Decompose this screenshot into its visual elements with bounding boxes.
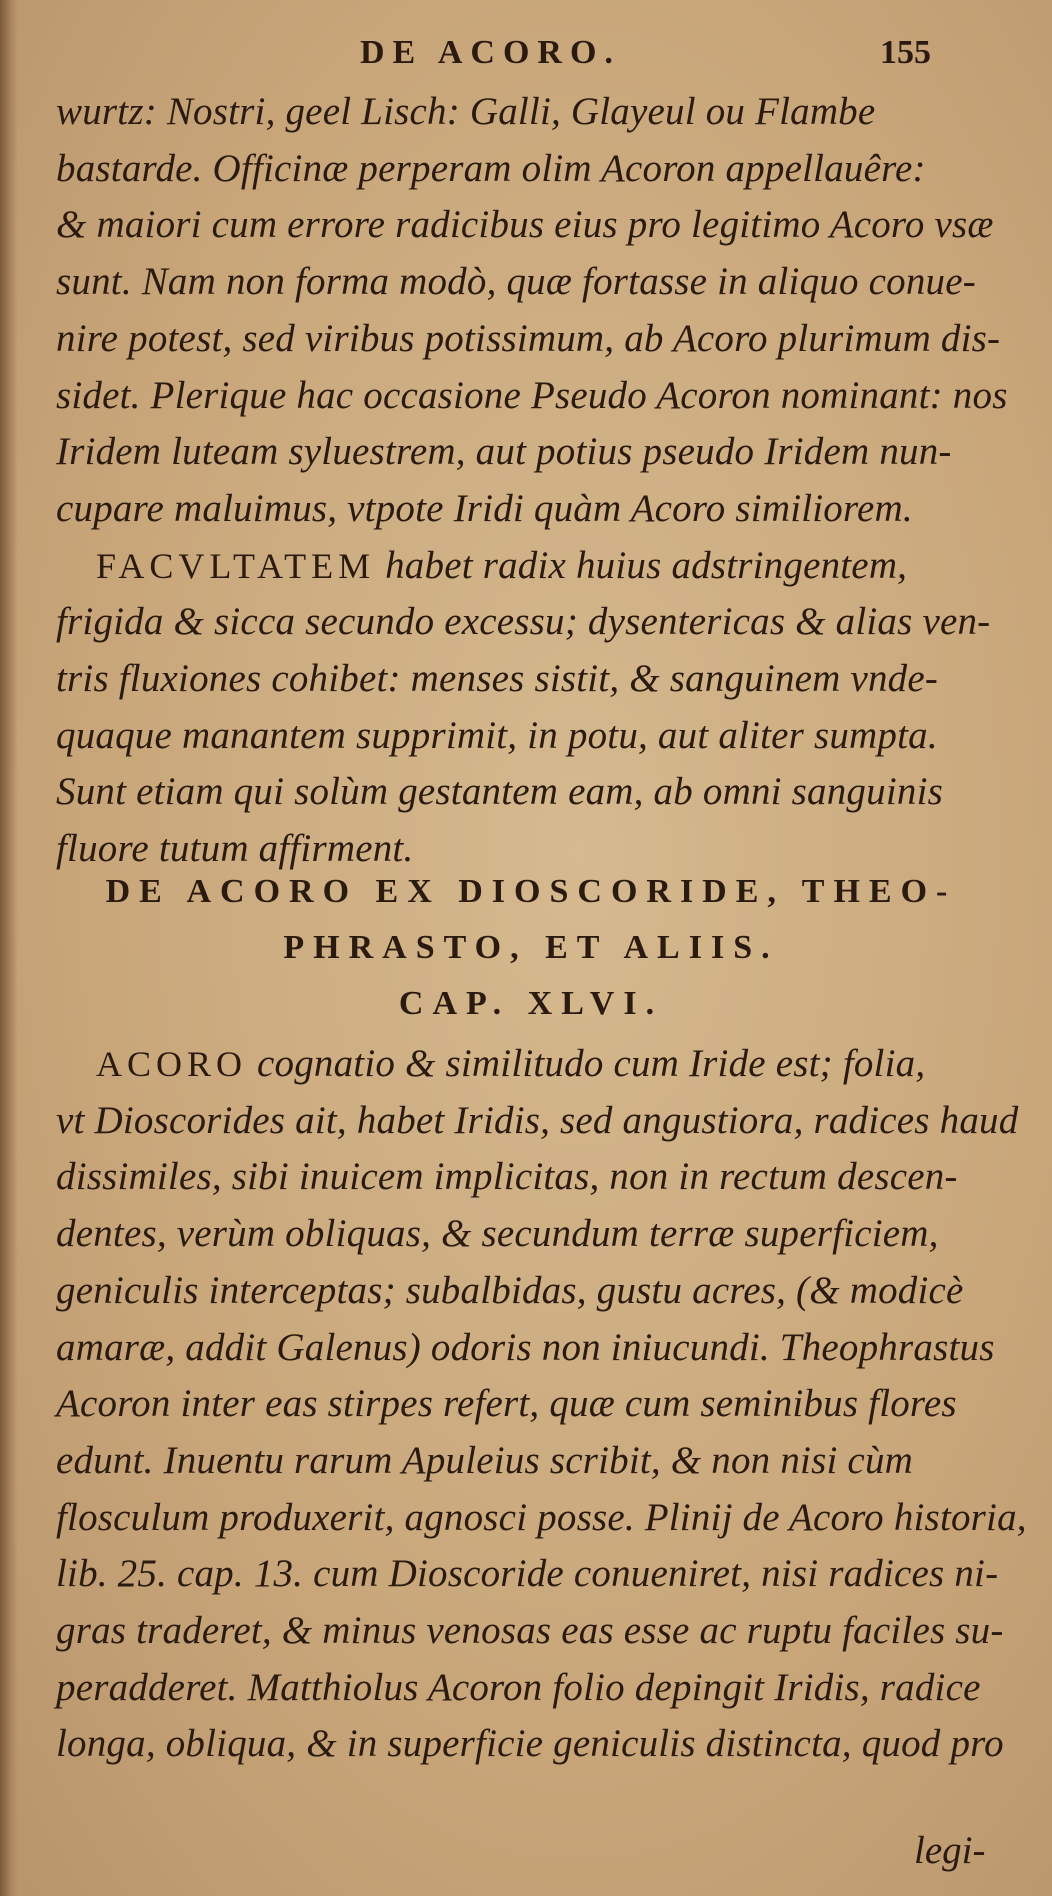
text-line: lib. 25. cap. 13. cum Dioscoride conueniret, nisi radices ni- [56, 1552, 999, 1596]
text-line: geniculis interceptas; subalbidas, gustu acres, (& modicè [56, 1268, 964, 1312]
running-head [0, 34, 1052, 84]
text-line: Acoron inter eas stirpes refert, quæ cum seminibus flores [56, 1382, 957, 1426]
text-line: fluore tutum affirment. [56, 827, 414, 871]
first-word: ACORO [96, 1044, 248, 1084]
text-line: bastarde. Officinæ perperam olim Acoron appellauêre: [56, 146, 926, 190]
text-line: tris fluxiones cohibet: menses sistit, & sanguinem vnde- [56, 657, 939, 701]
chapter-heading [56, 864, 1006, 1032]
text-line: & maiori cum errore radicibus eius pro legitimo Acoro vsæ [56, 203, 994, 247]
facultatem-line [56, 538, 1006, 595]
text-line: gras traderet, & minus venosas eas esse ac ruptu faciles su- [56, 1609, 1004, 1653]
text-line: cupare maluimus, vtpote Iridi quàm Acoro similiorem. [56, 486, 913, 530]
text-line: nire potest, sed viribus potissimum, ab Acoro plurimum dis- [56, 316, 1001, 360]
page-gutter-shadow [0, 0, 18, 1896]
text-line: edunt. Inuentu rarum Apuleius scribit, & non nisi cùm [56, 1438, 914, 1482]
page-number: 155 [880, 34, 931, 71]
first-line-rest: cognatio & similitudo cum Iride est; folia, [256, 1042, 926, 1085]
first-line [56, 1036, 1006, 1093]
text-line: frigida & sicca secundo excessu; dysentericas & alias ven- [56, 600, 991, 644]
text-line: flosculum produxerit, agnosci posse. Plinij de Acoro historia, [56, 1495, 1027, 1539]
text-line: wurtz: Nostri, geel Lisch: Galli, Glayeul ou Flambe [56, 90, 876, 133]
text-line: sidet. Plerique hac occasione Pseudo Acoron nominant: nos [56, 373, 1008, 417]
text-line: amaræ, addit Galenus) odoris non iniucundi. Theophrastus [56, 1325, 995, 1369]
text-line: Sunt etiam qui solùm gestantem eam, ab omni sanguinis [56, 770, 943, 814]
text-line: sunt. Nam non forma modò, quæ fortasse in aliquo conue- [56, 260, 976, 304]
text-line: Iridem luteam syluestrem, aut potius pseudo Iridem nun- [56, 430, 952, 474]
section-1-text [56, 84, 1006, 878]
text-line: quaque manantem supprimit, in potu, aut aliter sumpta. [56, 713, 938, 757]
text-line: peradderet. Matthiolus Acoron folio depingit Iridis, radice [56, 1665, 981, 1709]
running-title: DE ACORO. [360, 34, 621, 71]
text-line: longa, obliqua, & in superficie geniculis distincta, quod pro [56, 1722, 1004, 1766]
chapter-number: CAP. XLVI. [398, 985, 664, 1022]
section-2-text [56, 1036, 1027, 1773]
catchword: legi- [914, 1829, 986, 1872]
facultatem-word: FACVLTATEM [96, 545, 376, 586]
chapter-heading-line-1: DE ACORO EX DIOSCORIDE, THEO- [105, 873, 957, 910]
chapter-heading-line-2: PHRASTO, ET ALIIS. [283, 929, 779, 966]
text-line: dentes, verùm obliquas, & secundum terræ superficiem, [56, 1212, 939, 1256]
text-line: vt Dioscorides ait, habet Iridis, sed angustiora, radices haud [56, 1098, 1019, 1142]
facultatem-rest: habet radix huius adstringentem, [385, 543, 908, 587]
text-line: dissimiles, sibi inuicem implicitas, non in rectum descen- [56, 1155, 958, 1199]
